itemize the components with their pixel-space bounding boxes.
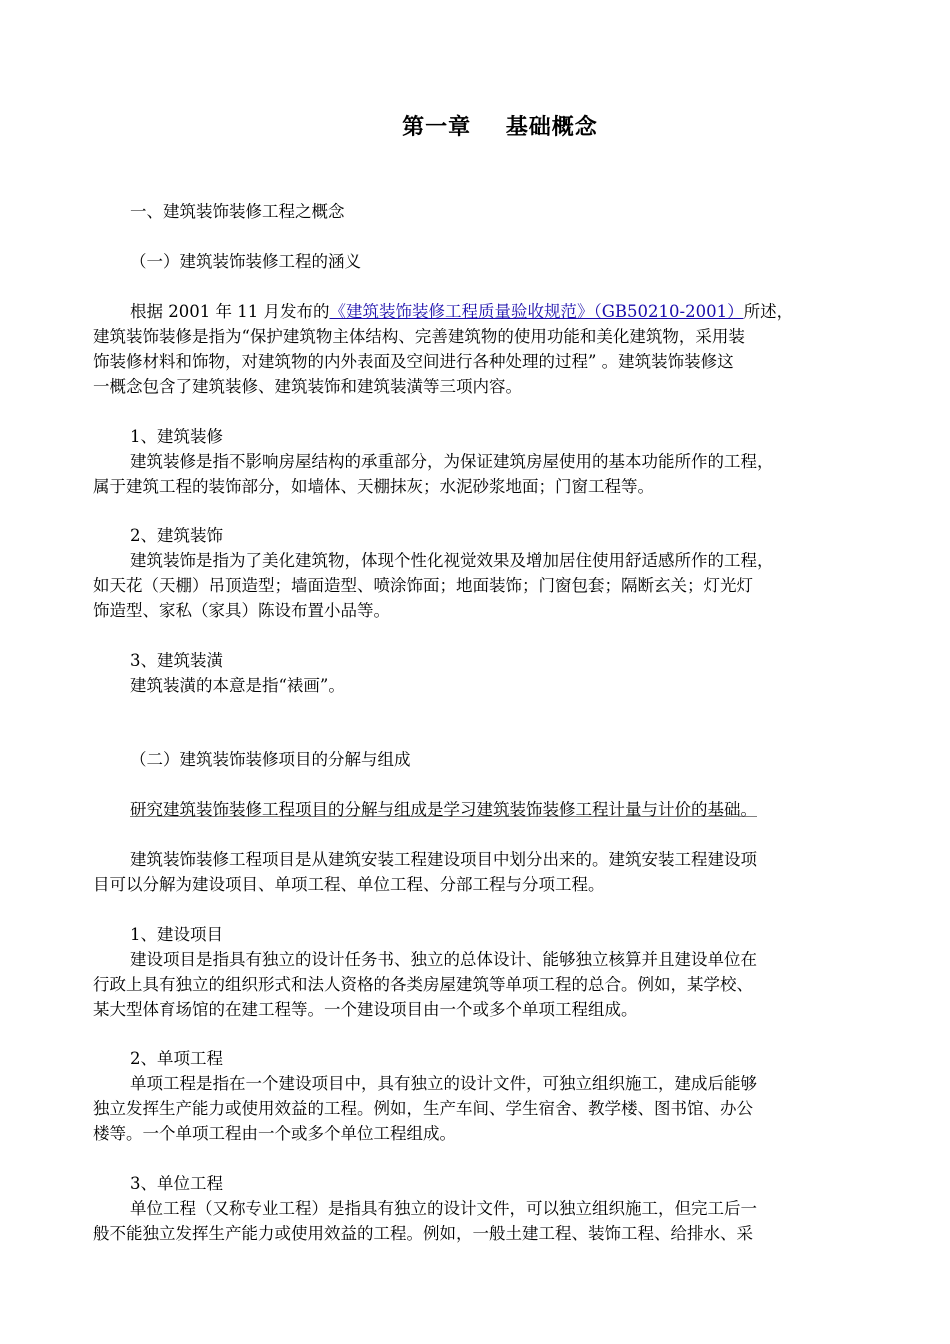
item-heading: 3、单位工程 — [130, 1174, 223, 1193]
paragraph-line: 般不能独立发挥生产能力或使用效益的工程。例如，一般土建工程、装饰工程、给排水、采 — [93, 1224, 753, 1243]
paragraph-line: 行政上具有独立的组织形式和法人资格的各类房屋建筑等单项工程的总合。例如，某学校、 — [93, 975, 753, 994]
chapter-title: 第一章 基础概念 — [402, 115, 598, 140]
paragraph-line: 一概念包含了建筑装修、建筑装饰和建筑装潢等三项内容。 — [93, 377, 522, 396]
subsection-heading: （一）建筑装饰装修工程的涵义 — [130, 252, 361, 271]
paragraph-line: 楼等。一个单项工程由一个或多个单位工程组成。 — [93, 1124, 456, 1143]
standard-reference-link[interactable]: 《建筑装饰装修工程质量验收规范》（GB50210-2001） — [329, 302, 744, 321]
paragraph-line — [130, 300, 793, 324]
paragraph-line — [130, 798, 757, 822]
paragraph-line: 目可以分解为建设项目、单项工程、单位工程、分部工程与分项工程。 — [93, 875, 605, 894]
paragraph-text: 所述， — [743, 302, 794, 321]
item-heading: 2、建筑装饰 — [130, 526, 223, 545]
item-heading: 2、单项工程 — [130, 1049, 223, 1068]
paragraph-line: 某大型体育场馆的在建工程等。一个建设项目由一个或多个单项工程组成。 — [93, 1000, 638, 1019]
subsection-heading: （二）建筑装饰装修项目的分解与组成 — [130, 750, 411, 769]
paragraph-line: 建设项目是指具有独立的设计任务书、独立的总体设计、能够独立核算并且建设单位在 — [130, 950, 757, 969]
paragraph-line: 建筑装饰装修工程项目是从建筑安装工程建设项目中划分出来的。建筑安装工程建设项 — [130, 850, 757, 869]
paragraph-line: 如天花（天棚）吊顶造型；墙面造型、喷涂饰面；地面装饰；门窗包套；隔断玄关；灯光灯 — [93, 576, 753, 595]
paragraph-line: 建筑装饰装修是指为“保护建筑物主体结构、完善建筑物的使用功能和美化建筑物，采用装 — [93, 327, 745, 346]
section-heading: 一、建筑装饰装修工程之概念 — [130, 202, 345, 221]
paragraph-line: 建筑装饰是指为了美化建筑物，体现个性化视觉效果及增加居住使用舒适感所作的工程， — [130, 551, 774, 570]
item-heading: 1、建筑装修 — [130, 427, 223, 446]
paragraph-line: 单项工程是指在一个建设项目中，具有独立的设计文件，可独立组织施工，建成后能够 — [130, 1074, 757, 1093]
item-heading: 3、建筑装潢 — [130, 651, 223, 670]
paragraph-text: 根据 2001 年 11 月发布的 — [130, 302, 330, 321]
paragraph-line: 饰造型、家私（家具）陈设布置小品等。 — [93, 601, 390, 620]
paragraph-line: 建筑装潢的本意是指“裱画”。 — [130, 676, 345, 695]
paragraph-text: 研究建筑装饰装修工程项目的分解与组成是学习建筑装饰装修工程计量与计价的基础。 — [130, 800, 757, 819]
paragraph-line: 单位工程（又称专业工程）是指具有独立的设计文件，可以独立组织施工，但完工后一 — [130, 1199, 757, 1218]
paragraph-line: 建筑装修是指不影响房屋结构的承重部分，为保证建筑房屋使用的基本功能所作的工程， — [130, 452, 774, 471]
paragraph-line: 饰装修材料和饰物，对建筑物的内外表面及空间进行各种处理的过程” 。建筑装饰装修这 — [93, 352, 734, 371]
paragraph-line: 属于建筑工程的装饰部分，如墙体、天棚抹灰；水泥砂浆地面；门窗工程等。 — [93, 477, 654, 496]
paragraph-line: 独立发挥生产能力或使用效益的工程。例如，生产车间、学生宿舍、教学楼、图书馆、办公 — [93, 1099, 753, 1118]
item-heading: 1、建设项目 — [130, 925, 223, 944]
